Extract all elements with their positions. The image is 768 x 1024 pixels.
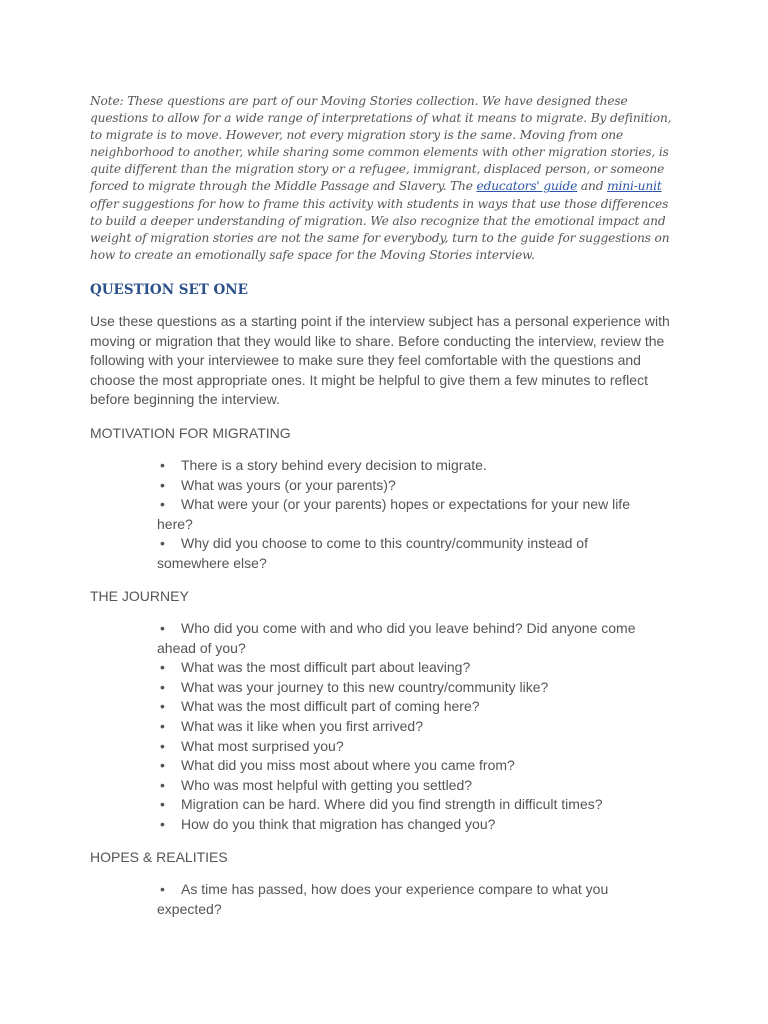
educators-guide-link[interactable]: educators' guide xyxy=(476,179,578,194)
note-text-and: and xyxy=(577,179,608,194)
bullet-icon: • xyxy=(160,457,165,473)
list-item xyxy=(157,756,657,776)
question-text: Who was most helpful with getting you settled? xyxy=(181,776,473,793)
section-label-journey: THE JOURNEY xyxy=(90,588,189,604)
list-item xyxy=(157,697,657,717)
motivation-question-list xyxy=(157,456,657,574)
list-item xyxy=(157,795,657,815)
question-text: Why did you choose to come to this country/community instead of somewhere else? xyxy=(157,535,588,571)
question-text: As time has passed, how does your experience compare to what you expected? xyxy=(157,881,609,917)
list-item xyxy=(157,495,657,534)
list-item xyxy=(157,534,657,573)
list-item xyxy=(157,619,657,658)
bullet-icon: • xyxy=(160,659,165,676)
bullet-icon: • xyxy=(160,717,165,734)
question-text: Who did you come with and who did you leave behind? Did anyone come ahead of you? xyxy=(157,620,636,656)
question-text: What was the most difficult part about leaving? xyxy=(181,659,471,676)
bullet-icon: • xyxy=(160,496,165,513)
list-item xyxy=(157,737,657,757)
bullet-icon: • xyxy=(160,815,165,832)
hopes-question-list xyxy=(157,880,657,919)
bullet-icon: • xyxy=(160,737,165,754)
bullet-icon: • xyxy=(160,776,165,793)
bullet-icon: • xyxy=(160,476,165,493)
list-item xyxy=(157,658,657,678)
note-text-after: offer suggestions for how to frame this activity with students in ways that use those differences to build a deeper understanding of migration. We also recognize that the emotional impact and weight of migration stories are not the same for everybody, turn to the guide for suggestions on how to create an emotionally safe space for the Moving Stories interview. xyxy=(90,196,670,262)
question-text: What was the most difficult part of coming here? xyxy=(181,698,480,715)
journey-question-list xyxy=(157,619,657,835)
list-item xyxy=(157,456,657,476)
list-item xyxy=(157,776,657,796)
bullet-icon: • xyxy=(160,678,165,695)
list-item xyxy=(157,678,657,698)
question-text: What did you miss most about where you came from? xyxy=(181,757,515,774)
bullet-icon: • xyxy=(160,620,165,636)
question-text: What was yours (or your parents)? xyxy=(181,476,396,493)
bullet-icon: • xyxy=(160,796,165,813)
intro-note xyxy=(90,93,682,264)
question-text: What was your journey to this new country/community like? xyxy=(181,678,549,695)
section-label-hopes-realities: HOPES & REALITIES xyxy=(90,849,228,865)
bullet-icon: • xyxy=(160,535,165,552)
bullet-icon: • xyxy=(160,757,165,774)
question-text: What was it like when you first arrived? xyxy=(181,717,423,734)
question-text: How do you think that migration has changed you? xyxy=(181,815,496,832)
list-item xyxy=(157,717,657,737)
question-text: There is a story behind every decision to migrate. xyxy=(181,457,487,473)
question-set-heading: QUESTION SET ONE xyxy=(90,282,248,298)
list-item xyxy=(157,815,657,835)
question-text: What most surprised you? xyxy=(181,737,344,754)
bullet-icon: • xyxy=(160,698,165,715)
question-text: What were your (or your parents) hopes or expectations for your new life here? xyxy=(157,496,630,532)
list-item xyxy=(157,476,657,496)
section-label-motivation: MOTIVATION FOR MIGRATING xyxy=(90,425,291,441)
intro-paragraph: Use these questions as a starting point if the interview subject has a personal experience with moving or migration that they would like to share. Before conducting the interview, review the following with your interviewee to make sure they feel comfortable with the questions and choose the most appropriate ones. It might be helpful to give them a few minutes to reflect before beginning the interview. xyxy=(90,313,670,408)
mini-unit-link[interactable]: mini-unit xyxy=(607,179,662,194)
question-text: Migration can be hard. Where did you find strength in difficult times? xyxy=(181,796,603,813)
list-item xyxy=(157,880,657,919)
bullet-icon: • xyxy=(160,881,165,897)
note-text-before-guide: Note: These questions are part of our Moving Stories collection. We have designed these questions to allow for a wide range of interpretations of what it means to migrate. By definition, to migrate is to move. However, not every migration story is the same. Moving from one neighborhood to another, while sharing some common elements with other migration stories, is quite different than the migration story or a refugee, immigrant, displaced person, or someone forced to migrate through the Middle Passage and Slavery. The xyxy=(90,94,672,194)
